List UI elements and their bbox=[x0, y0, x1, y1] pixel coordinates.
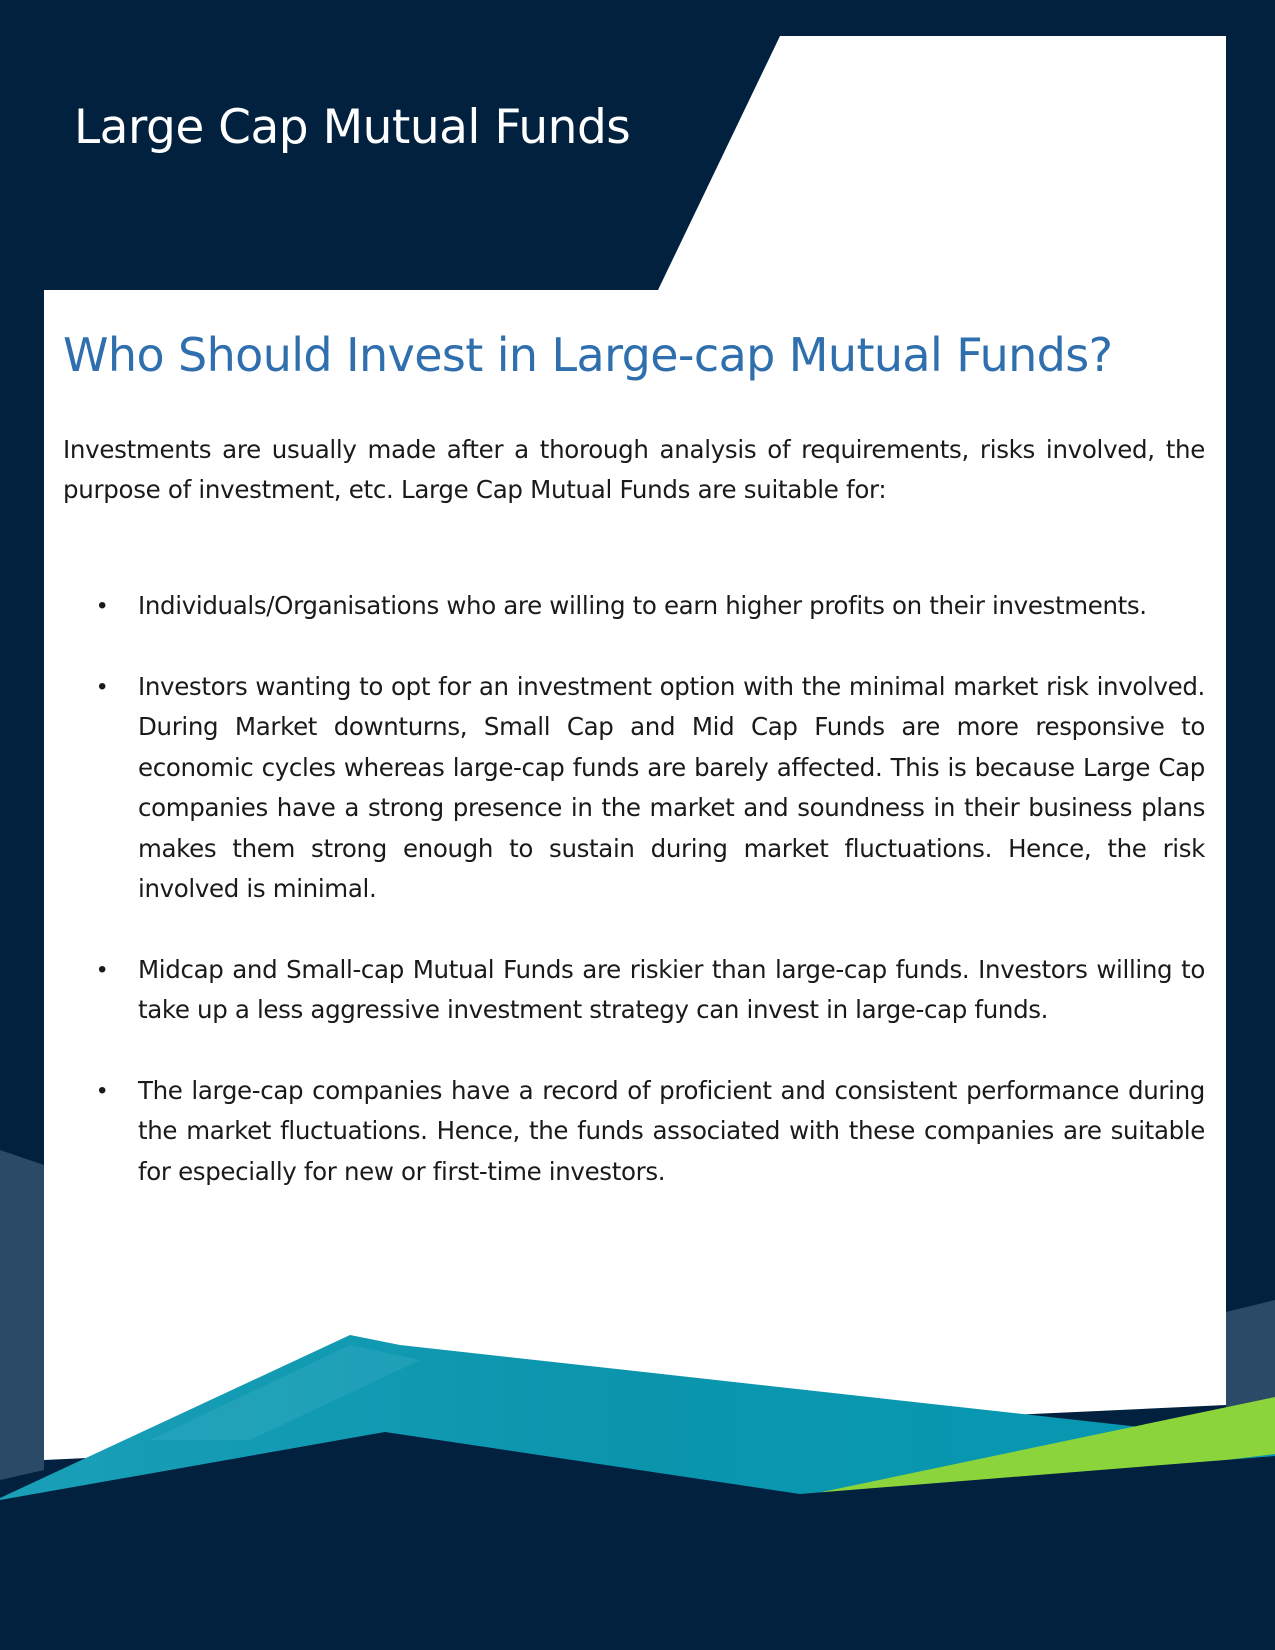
content-panel bbox=[63, 328, 1205, 1232]
bullet-icon: • bbox=[98, 1076, 107, 1104]
bullet-icon: • bbox=[98, 672, 107, 700]
left-slate-band bbox=[0, 1150, 44, 1480]
list-item bbox=[63, 1071, 1205, 1193]
list-item bbox=[63, 667, 1205, 910]
intro-paragraph: Investments are usually made after a thorough analysis of requirements, risks involved, the purpose of investment, etc. Large Cap Mutual Funds are suitable for: bbox=[63, 435, 1205, 505]
list-item bbox=[63, 586, 1205, 627]
suitability-list bbox=[63, 586, 1205, 1192]
list-item-text: Investors wanting to opt for an investment option with the minimal market risk involved. During Market downturns, Small Cap and Mid Cap Funds are more responsive to economic cycles whereas large-cap funds are barely affected. This is because Large Cap companies have a strong presence in the market and soundness in their business plans makes them strong enough to sustain during market fluctuations. Hence, the risk involved is minimal. bbox=[138, 671, 1205, 904]
banner-title: Large Cap Mutual Funds bbox=[74, 100, 631, 155]
list-item-text: The large-cap companies have a record of proficient and consistent performance during the market fluctuations. Hence, the funds associated with these companies are suitable for especially for new or first-time investors. bbox=[138, 1075, 1205, 1186]
list-item-text: Individuals/Organisations who are willing to earn higher profits on their investments. bbox=[138, 591, 1147, 621]
list-item bbox=[63, 950, 1205, 1031]
page-heading: Who Should Invest in Large-cap Mutual Funds? bbox=[63, 328, 1113, 382]
list-item-text: Midcap and Small-cap Mutual Funds are riskier than large-cap funds. Investors willing to take up a less aggressive investment strategy can invest in large-cap funds. bbox=[138, 954, 1205, 1025]
bullet-icon: • bbox=[98, 592, 107, 620]
bullet-icon: • bbox=[98, 955, 107, 983]
